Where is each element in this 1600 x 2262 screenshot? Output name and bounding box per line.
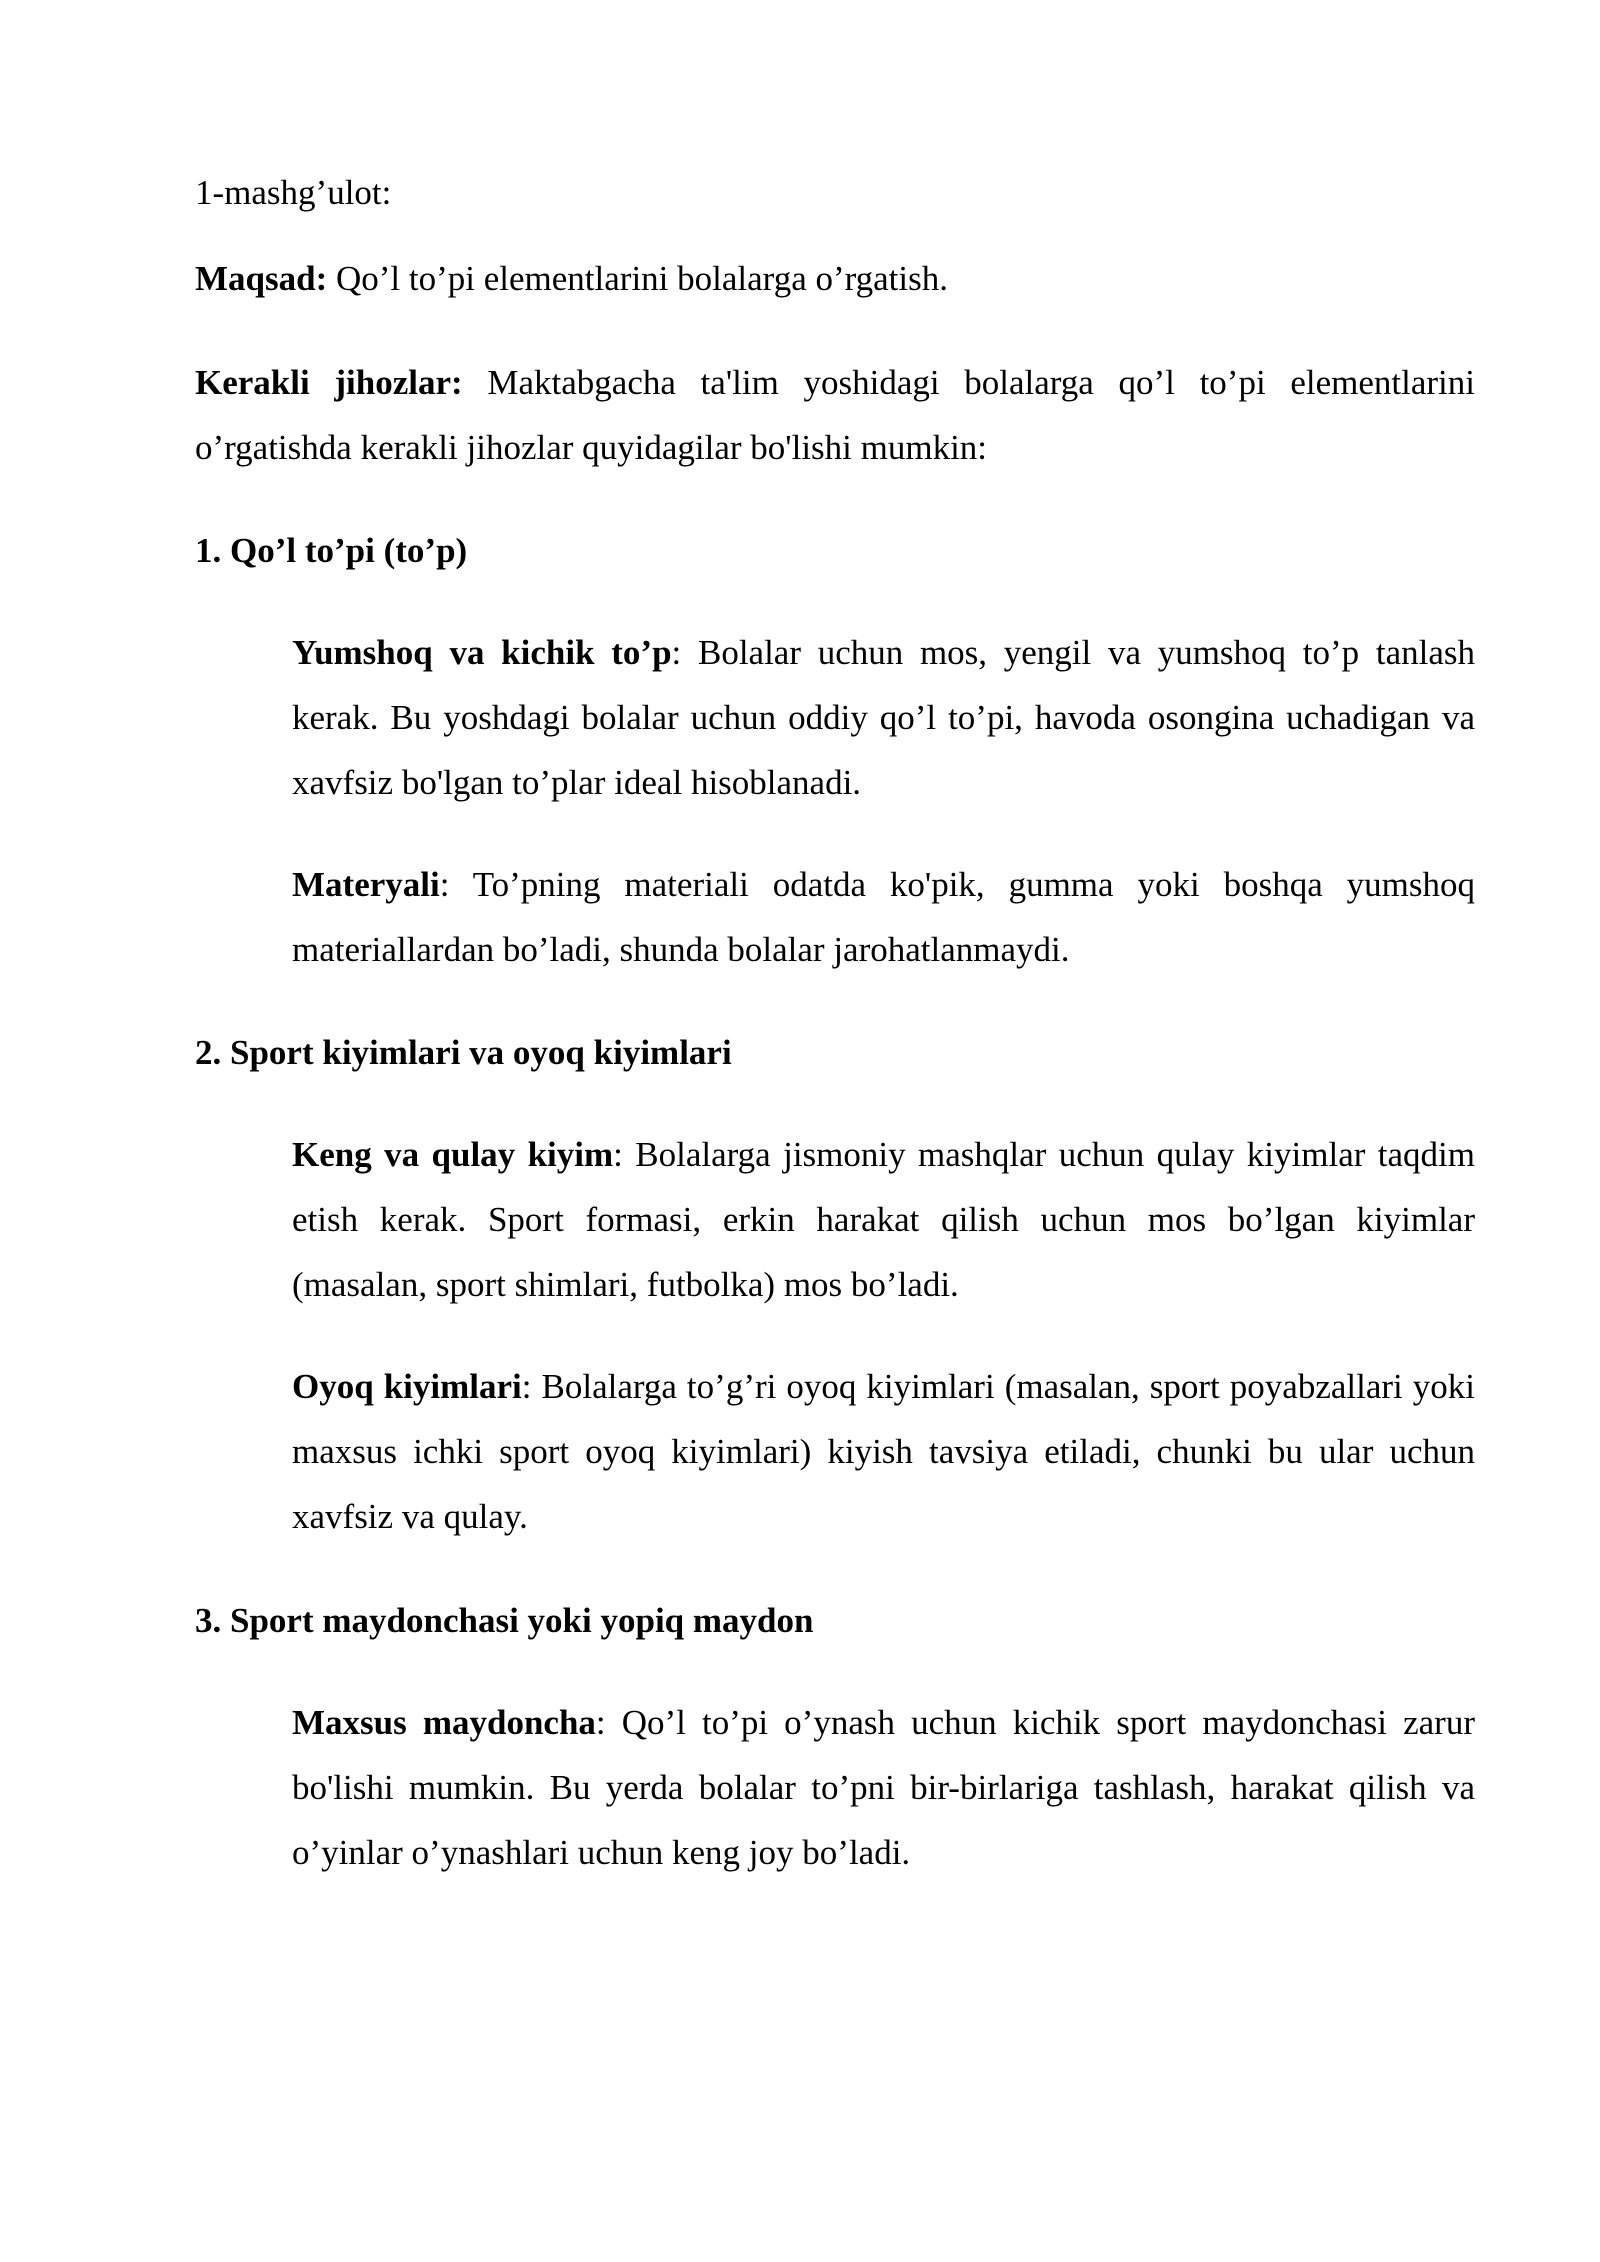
item-special-field [292, 1690, 1475, 1885]
equipment-label: Kerakli jihozlar: [195, 363, 463, 402]
section-heading-field: 3. Sport maydonchasi yoki yopiq maydon [195, 1601, 814, 1640]
item-special-field-label: Maxsus maydoncha [292, 1703, 596, 1742]
item-special-field-text: : Qo’l to’pi o’ynash uchun kichik sport maydonchasi zarur bo'lishi mumkin. Bu yerda bolalar to’pni bir-birlariga tashlash, harakat qilish va o’yinlar o’ynashlari uchun keng joy bo’ladi. [292, 1703, 1475, 1872]
item-soft-ball-text: : Bolalar uchun mos, yengil va yumshoq to’p tanlash kerak. Bu yoshdagi bolalar uchun oddiy qo’l to’pi, havoda osongina uchadigan va xavfsiz bo'lgan to’plar ideal hisoblanadi. [292, 633, 1475, 802]
item-footwear [292, 1354, 1475, 1549]
item-footwear-text: : Bolalarga to’g’ri oyoq kiyimlari (masalan, sport poyabzallari yoki maxsus ichki sport oyoq kiyimlari) kiyish tavsiya etiladi, chunki bu ular uchun xavfsiz va qulay. [292, 1367, 1476, 1536]
item-comfortable-clothes-text: : Bolalarga jismoniy mashqlar uchun qulay kiyimlar taqdim etish kerak. Sport formasi, erkin harakat qilish uchun mos bo’lgan kiyimlar (masalan, sport shimlari, futbolka) mos bo’ladi. [292, 1135, 1475, 1304]
goal-paragraph [195, 246, 1475, 311]
lesson-title: 1-mashg’ulot: [195, 173, 392, 212]
section-heading-ball: 1. Qo’l to’pi (to’p) [195, 531, 468, 570]
item-comfortable-clothes-label: Keng va qulay kiyim [292, 1135, 614, 1174]
item-material [292, 852, 1475, 982]
goal-label: Maqsad: [195, 259, 328, 298]
item-material-text: : To’pning materiali odatda ko'pik, gumma yoki boshqa yumshoq materiallardan bo’ladi, shunda bolalar jarohatlanmaydi. [292, 865, 1475, 969]
item-material-label: Materyali [292, 865, 440, 904]
item-soft-ball-label: Yumshoq va kichik to’p [292, 633, 672, 672]
item-footwear-label: Oyoq kiyimlari [292, 1367, 522, 1406]
item-soft-ball [292, 620, 1475, 815]
equipment-paragraph [195, 350, 1475, 480]
item-comfortable-clothes [292, 1122, 1475, 1317]
goal-text: Qo’l to’pi elementlarini bolalarga o’rgatish. [327, 259, 949, 298]
section-heading-clothing: 2. Sport kiyimlari va oyoq kiyimlari [195, 1033, 732, 1072]
equipment-text: Maktabgacha ta'lim yoshidagi bolalarga qo’l to’pi elementlarini o’rgatishda kerakli jihozlar quyidagilar bo'lishi mumkin: [195, 363, 1475, 467]
